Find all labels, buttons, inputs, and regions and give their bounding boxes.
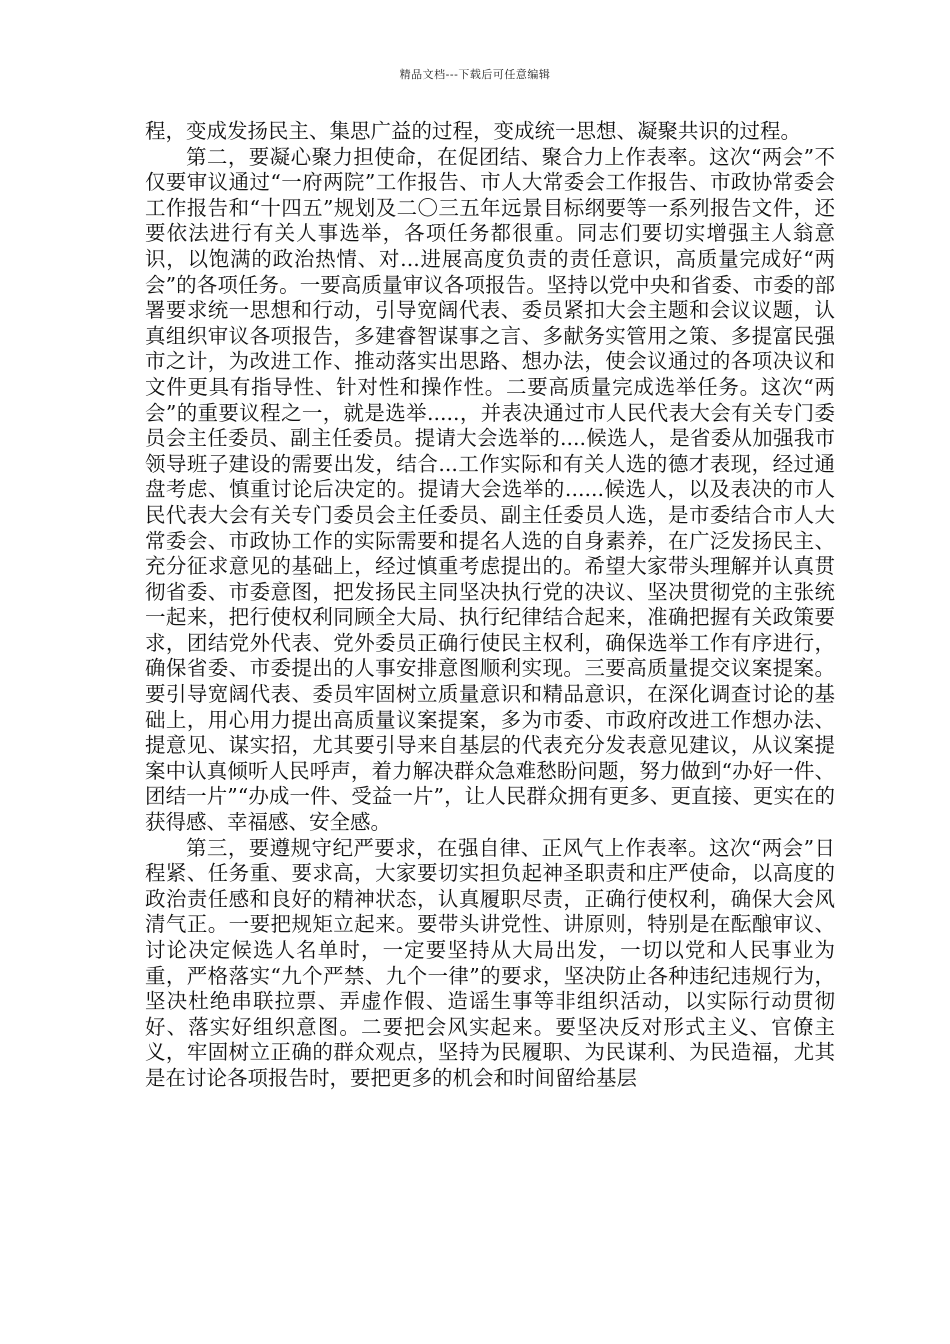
paragraph-third-point: 第三，要遵规守纪严要求，在强自律、正风气上作表率。这次“两会”日程紧、任务重、要求高，大家要切实担负起神圣职责和庄严使命，以高度的政治责任感和良好的精神状态，认真履职尽责，正确行使权利，确保大会风清气正。一要把规矩立起来。要带头讲党性、讲原则，特别是在酝酿审议、讨论决定候选人名单时，一定要坚持从大局出发，一切以党和人民事业为重，严格落实“九个严禁、九个一律”的要求，坚决防止各种违纪违规行为，坚决杜绝串联拉票、弄虚作假、造谣生事等非组织活动，以实际行动贯彻好、落实好组织意图。二要把会风实起来。要坚决反对形式主义、官僚主义，牢固树立正确的群众观点，坚持为民履职、为民谋利、为民造福，尤其是在讨论各项报告时，要把更多的机会和时间留给基层 bbox=[145, 835, 835, 1090]
paragraph-continuation: 程，变成发扬民主、集思广益的过程，变成统一思想、凝聚共识的过程。 bbox=[145, 119, 801, 143]
document-body bbox=[145, 119, 835, 1092]
paragraph-second-point: 第二，要凝心聚力担使命，在促团结、聚合力上作表率。这次“两会”不仅要审议通过“一府两院”工作报告、市人大常委会工作报告、市政协常委会工作报告和“十四五”规划及二〇三五年远景目标纲要等一系列报告文件，还要依法进行有关人事选举，各项任务都很重。同志们要切实增强主人翁意识，以饱满的政治热情、对...进展高度负责的责任意识，高质量完成好“两会”的各项任务。一要高质量审议各项报告。坚持以党中央和省委、市委的部署要求统一思想和行动，引导宽阔代表、委员紧扣大会主题和会议议题，认真组织审议各项报告，多建睿智谋事之言、多献务实管用之策、多提富民强市之计，为改进工作、推动落实出思路、想办法，使会议通过的各项决议和文件更具有指导性、针对性和操作性。二要高质量完成选举任务。这次“两会”的重要议程之一，就是选举.....，并表决通过市人民代表大会有关专门委员会主任委员、副主任委员。提请大会选举的....候选人，是省委从加强我市领导班子建设的需要出发，结合...工作实际和有关人选的德才表现，经过通盘考虑、慎重讨论后决定的。提请大会选举的......候选人，以及表决的市人民代表大会有关专门委员会主任委员、副主任委员人选，是市委结合市人大常委会、市政协工作的实际需要和提名人选的自身素养，在广泛发扬民主、充分征求意见的基础上，经过慎重考虑提出的。希望大家带头理解并认真贯彻省委、市委意图，把发扬民主同坚决执行党的决议、坚决贯彻党的主张统一起来，把行使权利同顾全大局、执行纪律结合起来，准确把握有关政策要求，团结党外代表、党外委员正确行使民主权利，确保选举工作有序进行，确保省委、市委提出的人事安排意图顺利实现。三要高质量提交议案提案。要引导宽阔代表、委员牢固树立质量意识和精品意识，在深化调查讨论的基础上，用心用力提出高质量议案提案，多为市委、市政府改进工作想办法、提意见、谋实招，尤其要引导来自基层的代表充分发表意见建议，从议案提案中认真倾听人民呼声，着力解决群众急难愁盼问题，努力做到“办好一件、团结一片”“办成一件、受益一片”，让人民群众拥有更多、更直接、更实在的获得感、幸福感、安全感。 bbox=[145, 144, 835, 835]
page-header: 精品文档---下载后可任意编辑 bbox=[399, 68, 551, 81]
